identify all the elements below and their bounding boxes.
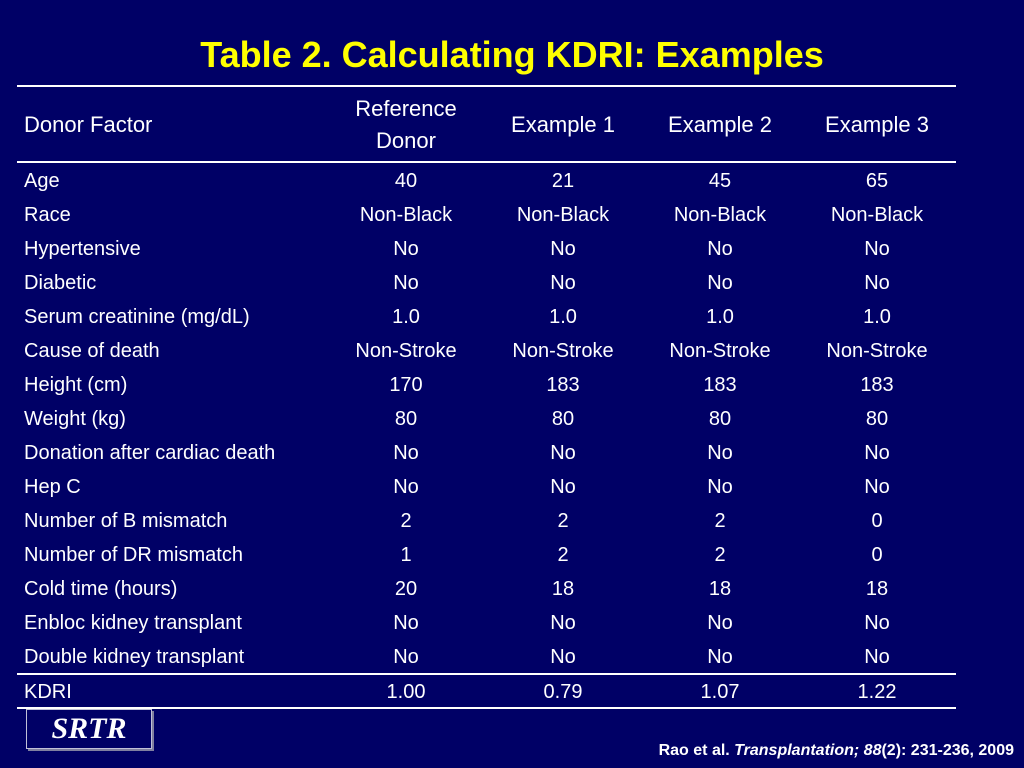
row-value: 1.0 [549,306,577,328]
row-label: Height (cm) [24,374,128,396]
row-value: No [393,238,419,260]
citation-issue-pages: (2): 231-236, 2009 [881,742,1014,759]
row-value: No [550,476,576,498]
row-value: 1.0 [706,306,734,328]
row-value: 21 [551,170,575,192]
row-value: No [393,476,419,498]
row-value: 1.0 [392,306,420,328]
row-label: Number of B mismatch [24,510,228,532]
row-value: No [707,272,733,294]
row-value: 0 [871,510,883,532]
row-label: Donation after cardiac death [24,442,276,464]
table-row [17,266,956,300]
row-value: 1 [400,544,412,566]
header-example-3: Example 3 [825,112,929,137]
row-label: Race [24,204,71,226]
citation-journal: Transplantation; 88 [734,742,882,759]
row-value: Non-Black [516,204,610,226]
table-row [17,640,956,674]
row-value: 80 [394,408,418,430]
row-value: No [707,476,733,498]
row-value: No [707,612,733,634]
table-total-row [17,675,956,709]
row-value: No [393,272,419,294]
table-row [17,334,956,368]
row-value: 170 [389,374,423,396]
row-value: Non-Black [830,204,924,226]
row-value: No [864,612,890,634]
row-value: No [550,272,576,294]
row-label: Age [24,170,60,192]
row-label: Hypertensive [24,238,141,260]
row-value: No [707,238,733,260]
row-value: 65 [865,170,889,192]
row-value: No [393,646,419,668]
table-row [17,538,956,572]
row-value: No [864,272,890,294]
row-value: Non-Stroke [355,340,457,362]
table-top-rule [17,85,956,87]
row-value: No [707,442,733,464]
row-value: 2 [714,544,726,566]
table-row [17,198,956,232]
citation [659,742,1014,760]
table-bottom-rule [17,707,956,709]
slide-title: Table 2. Calculating KDRI: Examples [200,34,824,75]
row-label: Cold time (hours) [24,578,178,600]
row-value: Non-Stroke [512,340,614,362]
table-row [17,436,956,470]
row-value: 0 [871,544,883,566]
table-header-row [17,88,956,162]
row-value: 18 [708,578,732,600]
header-donor-factor: Donor Factor [24,112,153,137]
table-row [17,300,956,334]
table-row [17,606,956,640]
table-row [17,232,956,266]
table-row [17,470,956,504]
header-example-1: Example 1 [511,112,615,137]
table-row [17,504,956,538]
row-value: 80 [865,408,889,430]
row-value: Non-Stroke [826,340,928,362]
total-row-label: KDRI [24,681,72,703]
row-value: Non-Stroke [669,340,771,362]
row-value: 20 [394,578,418,600]
total-row-example-1: 0.79 [543,681,583,703]
row-value: No [707,646,733,668]
row-value: No [550,238,576,260]
row-value: 183 [860,374,894,396]
total-row-reference: 1.00 [386,681,426,703]
row-value: 2 [714,510,726,532]
row-value: Non-Black [359,204,453,226]
table-header-rule [17,161,956,163]
row-value: 45 [708,170,732,192]
header-reference-donor-label: Reference Donor [355,96,457,153]
srtr-logo: SRTR [26,709,152,749]
table-row [17,368,956,402]
table-row [17,164,956,198]
row-value: No [393,442,419,464]
row-value: 18 [865,578,889,600]
row-value: No [550,442,576,464]
row-label: Double kidney transplant [24,646,245,668]
row-value: 40 [394,170,418,192]
row-value: No [864,442,890,464]
header-example-2: Example 2 [668,112,772,137]
row-value: 80 [551,408,575,430]
row-value: 80 [708,408,732,430]
row-value: No [550,612,576,634]
row-value: 183 [546,374,580,396]
row-value: 2 [400,510,412,532]
row-value: 2 [557,544,569,566]
header-reference-donor [329,88,483,162]
row-label: Enbloc kidney transplant [24,612,242,634]
total-row-example-3: 1.22 [857,681,897,703]
row-label: Diabetic [24,272,97,294]
row-value: 18 [551,578,575,600]
row-value: 183 [703,374,737,396]
row-label: Serum creatinine (mg/dL) [24,306,250,328]
table-row [17,572,956,606]
row-value: No [393,612,419,634]
row-value: 2 [557,510,569,532]
total-row-example-2: 1.07 [700,681,740,703]
row-value: Non-Black [673,204,767,226]
row-label: Cause of death [24,340,160,362]
row-value: No [864,646,890,668]
row-value: No [864,476,890,498]
row-label: Number of DR mismatch [24,544,243,566]
row-label: Hep C [24,476,81,498]
row-label: Weight (kg) [24,408,126,430]
row-value: No [864,238,890,260]
table-row [17,402,956,436]
row-value: 1.0 [863,306,891,328]
citation-authors: Rao et al. [658,742,735,759]
row-value: No [550,646,576,668]
